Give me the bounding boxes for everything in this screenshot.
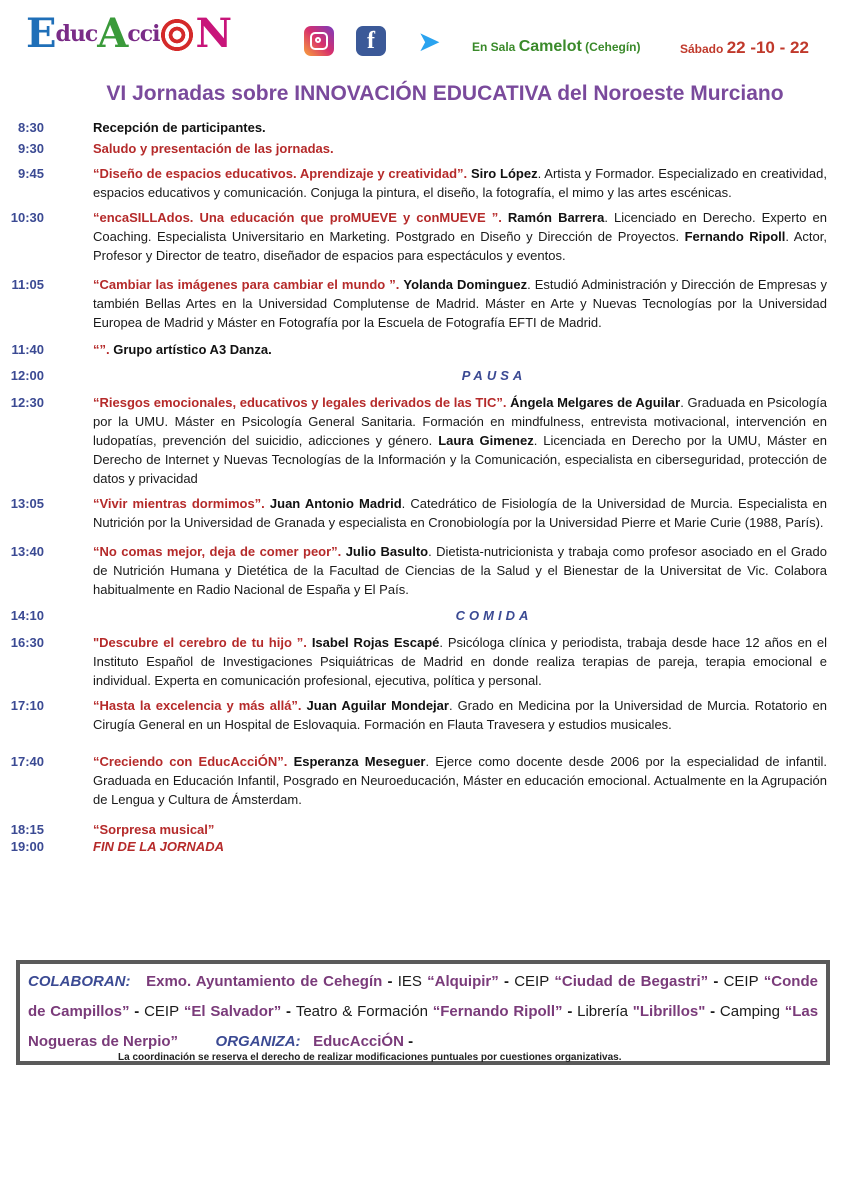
twitter-icon[interactable]: ➤ [417,25,441,57]
instagram-icon[interactable] [304,26,334,56]
program-row: 11:05 “Cambiar las imágenes para cambiar el mundo ”. Yolanda Dominguez. Estudió Administración y Dirección de Empresas y también Bellas Artes en la Universidad Complutense de Madrid. Máster en Arte y Nuevas Tecnologías por la Universidad Europea de Madrid y Máster en Fotografía por la Escuela de Fotografía EFTI de Madrid. [11,277,827,330]
page-title: VI Jornadas sobre INNOVACIÓN EDUCATIVA del Noroeste Murciano [106,82,784,105]
program-row: 8:30 Recepción de participantes. [17,120,266,135]
program-row: 14:10 COMIDA [10,608,533,623]
program-row: 13:40 “No comas mejor, deja de comer peor”. Julio Basulto. Dietista-nutricionista y trabaja como profesor asociado en el Grado de Nutrición Humana y Dietética de la Facultad de Ciencias de la Salud y el Bienestar de la Universitat de Vic. Colabora habitualmente en Radio Nacional de España y El País. [10,544,827,597]
program-row: 10:30 “encaSILLAdos. Una educación que proMUEVE y conMUEVE ”. Ramón Barrera. Licenciado en Derecho. Experto en Coaching. Especialista Universitario en Marketing. Postgrado en Diseño y Dirección de Proyectos. Fernando Ripoll. Actor, Profesor y Director de teatro, diseñador de espacios para espectáculos y eventos. [10,210,827,263]
collaborators-box: COLABORAN: Exmo. Ayuntamiento de Cehegín - IES “Alquipir” - CEIP “Ciudad de Begastri” - CEIP “Conde de Campillos” - CEIP “El Salvador” - Teatro & Formación “Fernando Ripoll” - Librería "Librillos" - Camping “Las Nogueras de Nerpio” ORGANIZA: EducAcciÓN - [16,960,830,1065]
program-row: 13:05 “Vivir mientras dormimos”. Juan Antonio Madrid. Catedrático de Fisiología de la Universidad de Murcia. Especialista en Nutrición por la Universidad de Granada y especialista en Cronobiología por la Universidad Pierre et Marie Curie (1988, París). [10,496,827,530]
venue: En Sala Camelot (Cehegín) [472,38,641,55]
program-row: 11:40 “”. Grupo artístico A3 Danza. [11,342,272,357]
program-row: 12:00 PAUSA [10,368,527,383]
program-list [0,116,853,855]
program-row: 12:30 “Riesgos emocionales, educativos y legales derivados de las TIC”. Ángela Melgares de Aguilar. Graduada en Psicología por la UMU. Máster en Psicología General Sanitaria. Formación en mindfulness, entrevista motivacional, intervención en ludopatías, prevención del suicidio, adicciones y género. Laura Gimenez. Licenciada en Derecho por la UMU, Máster en Derecho de Internet y Nuevas Tecnologías de la Información y la Comunicación, especialista en ciberseguridad, protección de datos y privacidad [10,395,828,486]
program-row: 16:30 "Descubre el cerebro de tu hijo ”. Isabel Rojas Escapé. Psicóloga clínica y periodista, trabaja desde hace 12 años en el Instituto Español de Investigaciones Psiquiátricas de Madrid en donde realiza terapias de pareja, terapia emocional e individual. Experta en comunicación profesional, ejecutiva, política y personal. [10,635,827,688]
program-row: 17:40 “Creciendo con EducAcciÓN”. Esperanza Meseguer. Ejerce como docente desde 2006 por la especialidad de infantil. Graduada en Educación Infantil, Posgrado en Neuroeducación, Máster en educación emocional. Actualmente en la Agrupación de Lengua y Cultura de Ámsterdam. [10,754,827,807]
program-row: 9:30 Saludo y presentación de las jornadas. [17,141,334,156]
program-row: 17:10 “Hasta la excelencia y más allá”. Juan Aguilar Mondejar. Grado en Medicina por la Universidad de Murcia. Rotatorio en Cirugía General en un Hospital de Eslovaquia. Formación en Flauta Travesera y estudios musicales. [10,698,827,732]
event-date: Sábado 22 -10 - 22 [680,38,809,57]
facebook-icon[interactable]: f [356,26,386,56]
target-icon [160,18,194,52]
educaccion-logo: EducAcci N [26,10,232,57]
program-row: 18:15 “Sorpresa musical” [10,822,215,837]
header [0,0,853,80]
program-row: 9:45 “Diseño de espacios educativos. Aprendizaje y creatividad”. Siro López. Artista y Formador. Especializado en creatividad, espacios educativos y comunicación. Conjuga la pintura, el diseño, la fotografía, el mimo y las artes escénicas. [17,166,827,200]
disclaimer-note: La coordinación se reserva el derecho de realizar modificaciones puntuales por cuestiones organizativas. [118,1052,622,1063]
program-row: 19:00 FIN DE LA JORNADA [10,839,224,854]
